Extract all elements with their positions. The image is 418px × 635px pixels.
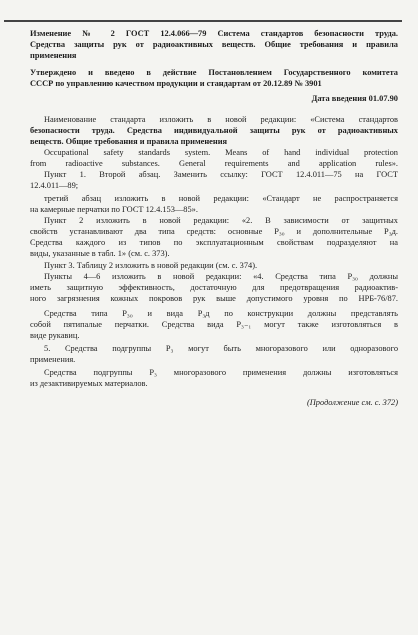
body-line-11: свойств устанавливают два типа средств: основные Р₃₀ и дополнительные Р₃д. [30, 227, 398, 236]
body-line-9: на камерные перчатки по ГОСТ 12.4.153—85». [30, 205, 198, 214]
body-line-1: Наименование стандарта изложить в новой редакции: «Система стандартов [44, 115, 398, 124]
body-line-21: 5. Средства подгруппы Р₃ могут быть многоразового или одноразового [44, 344, 398, 353]
body-line-4: Occupational safety standards system. Means of hand individual protection [44, 148, 398, 157]
body-line-24: из дезактивируемых материалов. [30, 379, 148, 388]
body-line-10: Пункт 2 изложить в новой редакции: «2. В зависимости от защитных [44, 216, 398, 225]
body-line-18: Средства типа Р₃₀ и вида Р₃д по конструкции должны представлять [44, 309, 398, 318]
body-line-17: ного загрязнения кожных покровов рук выше допустимого уровня по НРБ-76/87. [30, 294, 398, 303]
body-line-7: 12.4.011—89; [30, 181, 79, 190]
body-line-16: иметь защитную эффективность, достаточную для предотвращения радиоактив- [30, 283, 398, 292]
body-line-13: виды, указанные в табл. 1» (см. с. 373). [30, 249, 170, 258]
continuation-note: (Продолжение см. с. 372) [306, 398, 398, 407]
body-line-22: применения. [30, 355, 76, 364]
approval-line-2: СССР по управлению качеством продукции и стандартам от 20.12.89 № 3901 [30, 79, 322, 88]
top-rule [4, 20, 402, 22]
header-line-3: применения [30, 51, 77, 60]
body-line-8: третий абзац изложить в новой редакции: «Стандарт не распространяется [44, 194, 398, 203]
body-line-20: виде рукавиц. [30, 331, 80, 340]
effective-date: Дата введения 01.07.90 [311, 94, 398, 103]
body-line-23: Средства подгруппы Р₃ многоразового применения должны изготовляться [44, 368, 398, 377]
body-line-2: безопасности труда. Средства индивидуальной защиты рук от радиоактивных [30, 126, 398, 135]
body-line-19: собой пятипалые перчатки. Средства вида Р₃₋₁ могут также изготовляться в [30, 320, 398, 329]
header-line-1: Изменение № 2 ГОСТ 12.4.066—79 Система стандартов безопасности труда. [30, 29, 398, 38]
body-line-12: Средства каждого из типов по эксплуатационным свойствам подразделяют на [30, 238, 398, 247]
approval-line-1: Утверждено и введено в действие Постановлением Государственного комитета [30, 68, 398, 77]
body-line-15: Пункты 4—6 изложить в новой редакции: «4. Средства типа Р₃₀ должны [44, 272, 398, 281]
body-line-14: Пункт 3. Таблицу 2 изложить в новой редакции (см. с. 374). [44, 261, 258, 270]
body-line-5: from radioactive substances. General requirements and application rules». [30, 159, 398, 168]
body-line-6: Пункт 1. Второй абзац. Заменить ссылку: ГОСТ 12.4.011—75 на ГОСТ [44, 170, 398, 179]
header-line-2: Средства защиты рук от радиоактивных веществ. Общие требования и правила [30, 40, 398, 49]
body-line-3: веществ. Общие требования и правила применения [30, 137, 228, 146]
